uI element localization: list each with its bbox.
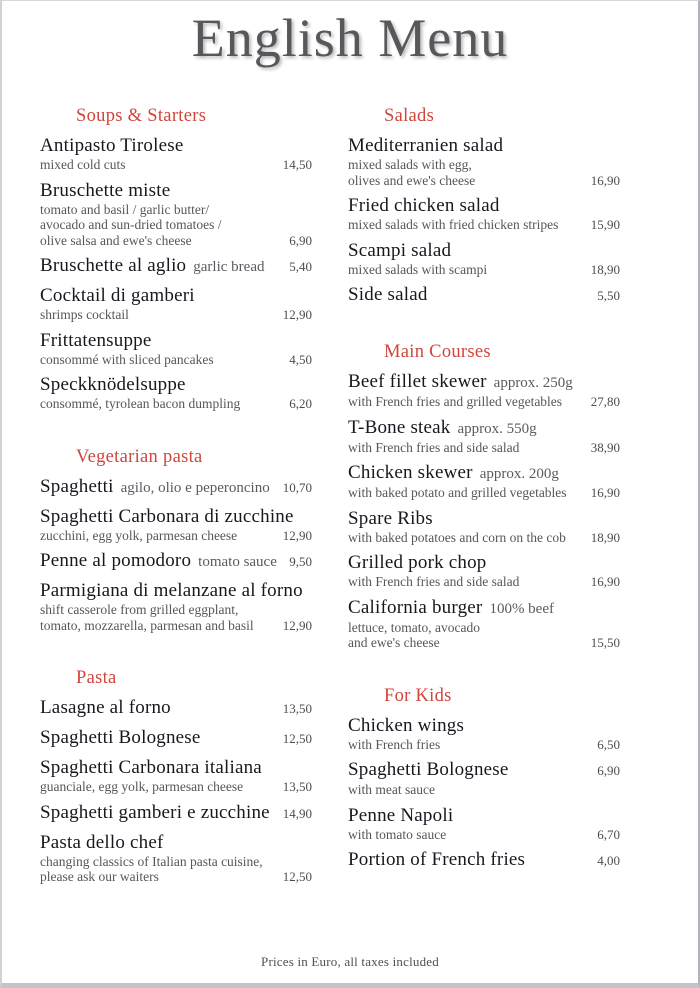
menu-item bbox=[348, 240, 620, 278]
item-title-line bbox=[348, 195, 620, 217]
item-title-line bbox=[348, 552, 620, 574]
item-price: 6,20 bbox=[289, 396, 312, 412]
item-description-line bbox=[348, 157, 620, 173]
item-description-line bbox=[40, 217, 312, 233]
item-description: tomato, mozzarella, parmesan and basil bbox=[40, 617, 254, 633]
menu-item bbox=[40, 802, 312, 825]
item-description-line bbox=[348, 827, 620, 843]
item-name: T-Bone steak bbox=[348, 416, 451, 438]
item-title-line bbox=[348, 508, 620, 530]
item-title-line bbox=[348, 135, 620, 157]
item-description: tomato and basil / garlic butter/ bbox=[40, 201, 210, 217]
item-title-line bbox=[40, 550, 312, 573]
item-price: 16,90 bbox=[590, 172, 620, 188]
item-name: Spaghetti bbox=[40, 475, 114, 497]
item-description-line bbox=[40, 854, 312, 870]
menu-item bbox=[40, 285, 312, 323]
menu-item bbox=[348, 371, 620, 410]
item-description: please ask our waiters bbox=[40, 869, 159, 885]
item-name-suffix: garlic bread bbox=[193, 259, 265, 276]
item-description: mixed salads with scampi bbox=[348, 261, 488, 277]
item-price: 5,50 bbox=[597, 288, 620, 304]
item-description: avocado and sun-dried tomatoes / bbox=[40, 217, 222, 233]
menu-item bbox=[40, 374, 312, 412]
item-price: 6,90 bbox=[597, 763, 620, 779]
item-price: 12,90 bbox=[282, 617, 312, 633]
item-title-line bbox=[40, 135, 312, 157]
item-title-line bbox=[40, 476, 312, 499]
item-description: with baked potato and grilled vegetables bbox=[348, 485, 567, 501]
item-price: 12,90 bbox=[282, 307, 312, 323]
menu-item bbox=[40, 727, 312, 750]
item-name: Spaghetti gamberi e zucchine bbox=[40, 801, 270, 823]
item-name: Cocktail di gamberi bbox=[40, 285, 195, 307]
item-description-line bbox=[348, 530, 620, 546]
item-title-line bbox=[348, 284, 620, 307]
item-title-line bbox=[40, 255, 312, 278]
section-heading: Pasta bbox=[76, 668, 117, 689]
item-name: Portion of French fries bbox=[348, 849, 526, 871]
item-price: 4,00 bbox=[597, 853, 620, 869]
section-heading: For Kids bbox=[384, 685, 452, 706]
item-title-line bbox=[348, 371, 620, 394]
item-description: with baked potatoes and corn on the cob bbox=[348, 529, 566, 545]
item-name: Mediterranien salad bbox=[348, 135, 504, 157]
item-name: California burger bbox=[348, 596, 483, 618]
item-price: 9,50 bbox=[289, 554, 312, 570]
menu-item bbox=[348, 805, 620, 843]
menu-item bbox=[40, 757, 312, 795]
item-description-line bbox=[40, 396, 312, 412]
item-description-line bbox=[40, 352, 312, 368]
item-description: guanciale, egg yolk, parmesan cheese bbox=[40, 779, 244, 795]
menu-item bbox=[40, 330, 312, 368]
item-description-line bbox=[348, 440, 620, 456]
item-title-line bbox=[348, 417, 620, 440]
item-price: 14,50 bbox=[282, 157, 312, 173]
item-name-suffix: agilo, olio e peperoncino bbox=[120, 479, 270, 496]
item-name-suffix: approx. 200g bbox=[479, 466, 559, 483]
item-title-line bbox=[40, 374, 312, 396]
item-description-line bbox=[348, 173, 620, 189]
item-name-suffix: approx. 250g bbox=[493, 375, 573, 392]
item-description-line bbox=[40, 602, 312, 618]
item-description-line bbox=[348, 262, 620, 278]
item-title-line bbox=[348, 849, 620, 872]
item-price: 18,90 bbox=[590, 529, 620, 545]
menu-item bbox=[348, 284, 620, 307]
item-description: and ewe's cheese bbox=[348, 635, 440, 651]
menu-item bbox=[40, 580, 312, 633]
item-price: 6,90 bbox=[289, 232, 312, 248]
item-description-line bbox=[40, 528, 312, 544]
item-price: 4,50 bbox=[289, 351, 312, 367]
item-description: mixed cold cuts bbox=[40, 157, 126, 173]
menu-columns bbox=[2, 69, 698, 892]
item-price: 6,70 bbox=[597, 826, 620, 842]
menu-item bbox=[348, 508, 620, 546]
item-name: Antipasto Tirolese bbox=[40, 135, 184, 157]
item-title-line bbox=[40, 330, 312, 352]
item-price: 14,90 bbox=[282, 805, 312, 821]
section-heading: Vegetarian pasta bbox=[76, 446, 203, 467]
page-title: English Menu bbox=[191, 8, 509, 68]
item-description-line bbox=[348, 394, 620, 410]
item-description: with meat sauce bbox=[348, 782, 435, 798]
menu-item bbox=[348, 715, 620, 753]
section-heading: Salads bbox=[384, 106, 435, 127]
item-price: 38,90 bbox=[590, 439, 620, 455]
item-description: lettuce, tomato, avocado bbox=[348, 619, 480, 635]
footer-note: Prices in Euro, all taxes included bbox=[261, 954, 439, 969]
item-description: mixed salads with egg, bbox=[348, 157, 472, 173]
item-description-line bbox=[348, 737, 620, 753]
item-title-line bbox=[40, 285, 312, 307]
menu-item bbox=[40, 506, 312, 544]
item-name: Penne al pomodoro bbox=[40, 550, 192, 572]
item-title-line bbox=[40, 180, 312, 202]
item-price: 12,90 bbox=[282, 527, 312, 543]
item-description-line bbox=[40, 157, 312, 173]
menu-column-left bbox=[40, 105, 312, 892]
menu-item bbox=[348, 195, 620, 233]
item-title-line bbox=[348, 715, 620, 737]
item-title-line bbox=[40, 580, 312, 602]
item-description: shift casserole from grilled eggplant, bbox=[40, 602, 239, 618]
section-for-kids bbox=[348, 685, 620, 873]
section-heading: Main Courses bbox=[384, 342, 491, 363]
item-name: Beef fillet skewer bbox=[348, 371, 487, 393]
menu-item bbox=[348, 462, 620, 501]
item-title-line bbox=[40, 802, 312, 825]
item-description: with French fries and grilled vegetables bbox=[348, 394, 563, 410]
menu-item bbox=[40, 255, 312, 278]
item-price: 27,80 bbox=[590, 394, 620, 410]
item-name: Grilled pork chop bbox=[348, 552, 487, 574]
item-title-line bbox=[40, 757, 312, 779]
item-description: with French fries and side salad bbox=[348, 574, 520, 590]
item-description: with French fries bbox=[348, 736, 441, 752]
item-description-line bbox=[40, 779, 312, 795]
section-pasta bbox=[40, 667, 312, 885]
menu-item bbox=[348, 849, 620, 872]
item-price: 15,90 bbox=[590, 217, 620, 233]
section-soups-starters bbox=[40, 105, 312, 412]
menu-item bbox=[40, 476, 312, 499]
item-description: olive salsa and ewe's cheese bbox=[40, 232, 192, 248]
item-description: zucchini, egg yolk, parmesan cheese bbox=[40, 527, 238, 543]
item-price: 18,90 bbox=[590, 261, 620, 277]
item-title-line bbox=[40, 727, 312, 750]
item-name: Penne Napoli bbox=[348, 804, 454, 826]
item-title-line bbox=[348, 597, 620, 620]
item-name: Parmigiana di melanzane al forno bbox=[40, 580, 303, 602]
item-name: Chicken wings bbox=[348, 714, 465, 736]
item-name: Frittatensuppe bbox=[40, 329, 152, 351]
item-title-line bbox=[40, 697, 312, 720]
item-name: Fried chicken salad bbox=[348, 195, 500, 217]
section-heading: Soups & Starters bbox=[76, 106, 207, 127]
menu-item bbox=[348, 135, 620, 188]
item-name: Lasagne al forno bbox=[40, 697, 171, 719]
item-price: 15,50 bbox=[590, 635, 620, 651]
item-price: 12,50 bbox=[282, 731, 312, 747]
menu-item bbox=[348, 759, 620, 798]
item-description-line bbox=[40, 202, 312, 218]
item-title-line bbox=[348, 759, 620, 782]
item-description: mixed salads with fried chicken stripes bbox=[348, 217, 559, 233]
menu-item bbox=[348, 597, 620, 651]
menu-column-right bbox=[348, 105, 620, 892]
menu-item bbox=[40, 697, 312, 720]
item-price: 5,40 bbox=[289, 259, 312, 275]
item-name-suffix: 100% beef bbox=[489, 600, 554, 617]
item-description-line bbox=[348, 782, 620, 798]
item-name: Bruschette al aglio bbox=[40, 255, 187, 277]
item-name-suffix: tomato sauce bbox=[198, 554, 277, 571]
item-description-line bbox=[40, 307, 312, 323]
item-name: Spaghetti Bolognese bbox=[40, 727, 201, 749]
item-name: Side salad bbox=[348, 284, 428, 306]
item-price: 12,50 bbox=[282, 869, 312, 885]
item-description: olives and ewe's cheese bbox=[348, 172, 476, 188]
menu-item bbox=[40, 832, 312, 885]
item-price: 13,50 bbox=[282, 701, 312, 717]
menu-item bbox=[40, 180, 312, 249]
item-title-line bbox=[40, 832, 312, 854]
item-description: with tomato sauce bbox=[348, 826, 447, 842]
item-price: 6,50 bbox=[597, 736, 620, 752]
item-price: 16,90 bbox=[590, 485, 620, 501]
item-description: changing classics of Italian pasta cuisine, bbox=[40, 853, 263, 869]
menu-item bbox=[348, 552, 620, 590]
item-name: Bruschette miste bbox=[40, 179, 171, 201]
item-description-line bbox=[348, 574, 620, 590]
item-name: Pasta dello chef bbox=[40, 831, 164, 853]
item-name: Chicken skewer bbox=[348, 462, 473, 484]
item-description-line bbox=[40, 869, 312, 885]
item-name: Scampi salad bbox=[348, 239, 452, 261]
item-name: Speckknödelsuppe bbox=[40, 374, 186, 396]
menu-item bbox=[348, 417, 620, 456]
item-description: consommé with sliced pancakes bbox=[40, 351, 214, 367]
item-name: Spaghetti Carbonara di zucchine bbox=[40, 505, 294, 527]
item-title-line bbox=[348, 805, 620, 827]
item-title-line bbox=[348, 240, 620, 262]
menu-item bbox=[40, 550, 312, 573]
item-description: shrimps cocktail bbox=[40, 307, 129, 323]
menu-item bbox=[40, 135, 312, 173]
item-description-line bbox=[348, 217, 620, 233]
item-description-line bbox=[40, 233, 312, 249]
item-name: Spaghetti Bolognese bbox=[348, 759, 509, 781]
item-price: 10,70 bbox=[282, 479, 312, 495]
item-name: Spare Ribs bbox=[348, 507, 433, 529]
item-description-line bbox=[348, 620, 620, 636]
section-main-courses bbox=[348, 341, 620, 651]
item-description-line bbox=[348, 485, 620, 501]
item-title-line bbox=[348, 462, 620, 485]
item-name-suffix: approx. 550g bbox=[457, 420, 537, 437]
item-description: consommé, tyrolean bacon dumpling bbox=[40, 396, 241, 412]
item-description: with French fries and side salad bbox=[348, 439, 520, 455]
item-price: 16,90 bbox=[590, 574, 620, 590]
item-description-line bbox=[348, 635, 620, 651]
section-salads bbox=[348, 105, 620, 307]
section-vegetarian-pasta bbox=[40, 446, 312, 634]
item-description-line bbox=[40, 618, 312, 634]
item-title-line bbox=[40, 506, 312, 528]
item-price: 13,50 bbox=[282, 779, 312, 795]
item-name: Spaghetti Carbonara italiana bbox=[40, 757, 262, 779]
